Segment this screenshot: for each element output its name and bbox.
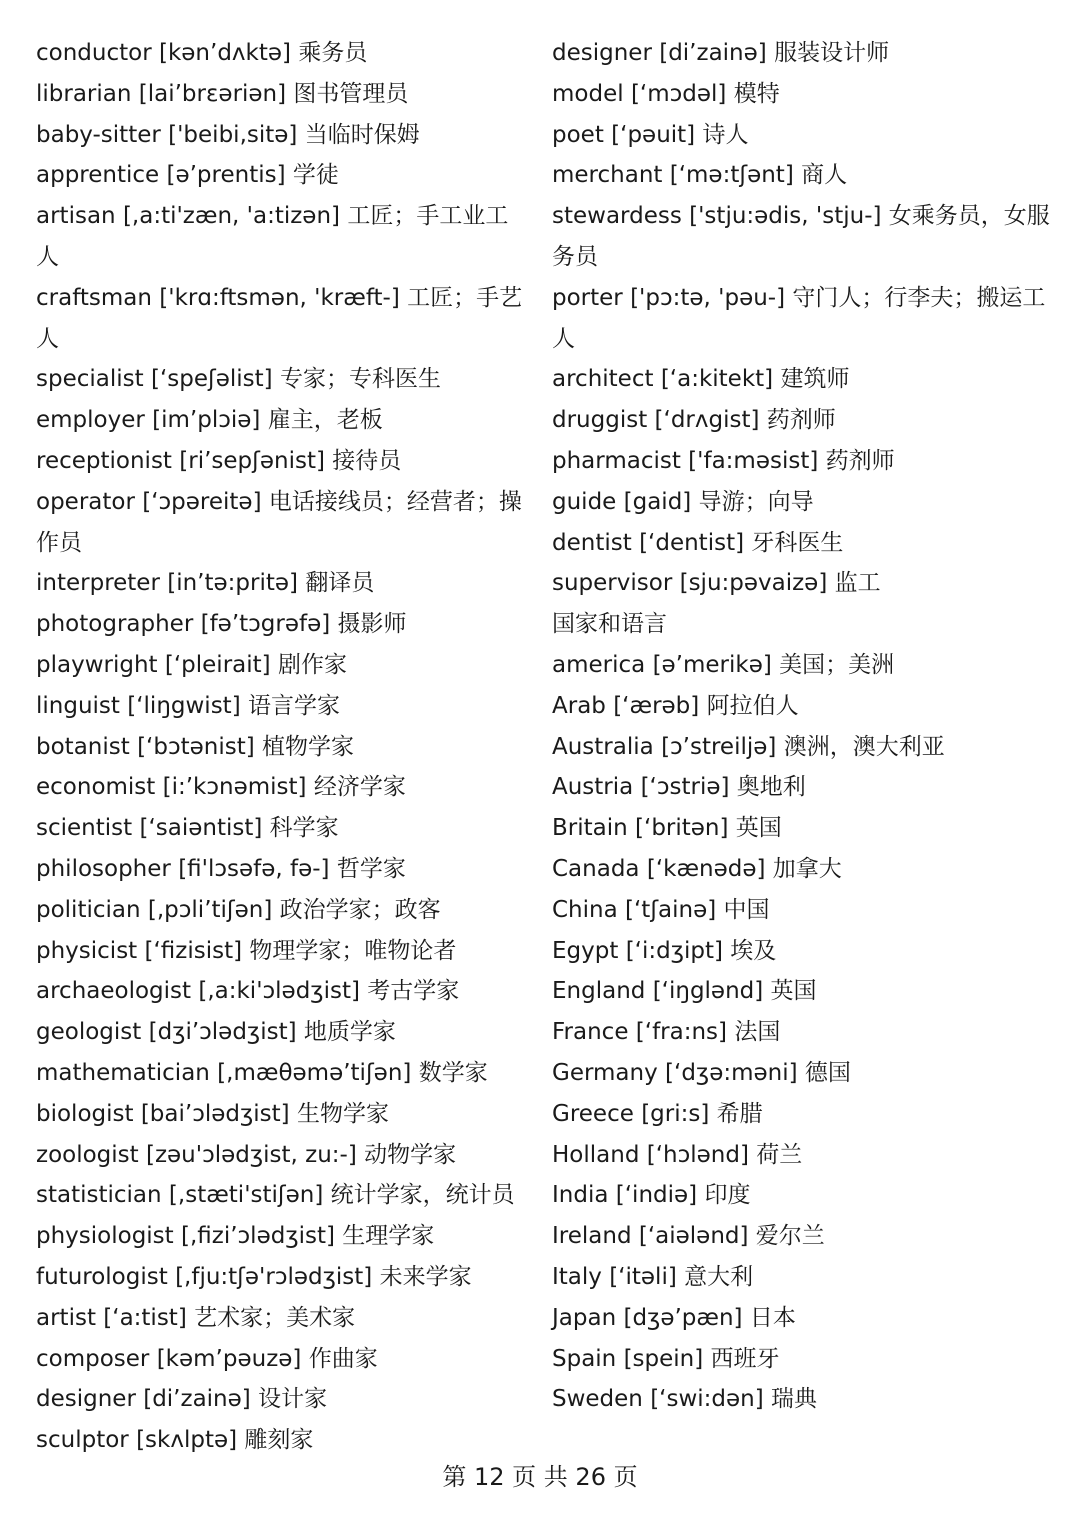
entry-meaning: 剧作家 xyxy=(277,651,347,678)
entry-word: baby-sitter xyxy=(36,121,161,148)
entry-word: Britain xyxy=(552,815,628,842)
entry-phonetic: [sju:pəvaizə] xyxy=(679,570,828,597)
entry-phonetic: [‘itəli] xyxy=(609,1263,677,1290)
vocab-entry xyxy=(36,155,526,196)
vocab-entry xyxy=(552,1379,1052,1420)
entry-phonetic: [‘swi:dən] xyxy=(650,1386,764,1413)
entry-word: porter xyxy=(552,284,623,311)
vocab-entry xyxy=(552,359,1052,400)
entry-word: physicist xyxy=(36,937,138,964)
vocab-entry xyxy=(552,1135,1052,1176)
entry-word: mathematician xyxy=(36,1059,210,1086)
entry-meaning: 药剂师 xyxy=(766,407,836,434)
entry-phonetic: [‘kænədə] xyxy=(646,855,766,882)
entry-meaning: 阿拉伯人 xyxy=(706,692,799,719)
entry-word: composer xyxy=(36,1345,150,1372)
entry-phonetic: [‘pəuit] xyxy=(611,121,696,148)
entry-word: botanist xyxy=(36,733,130,760)
entry-phonetic: [gri:s] xyxy=(641,1100,710,1127)
entry-word: scientist xyxy=(36,815,133,842)
entry-word: archaeologist xyxy=(36,978,192,1005)
entry-meaning: 学徒 xyxy=(292,162,339,189)
entry-meaning: 服装设计师 xyxy=(774,40,890,66)
entry-meaning: 爱尔兰 xyxy=(755,1223,825,1250)
entry-phonetic: [‘ɔpəreitə] xyxy=(142,488,262,515)
entry-word: specialist xyxy=(36,366,144,393)
entry-meaning: 科学家 xyxy=(269,815,339,842)
entry-phonetic: [spein] xyxy=(623,1345,704,1372)
entry-phonetic: [gaid] xyxy=(623,488,692,515)
entry-meaning: 建筑师 xyxy=(780,366,850,393)
vocab-entry xyxy=(36,1135,526,1176)
entry-meaning: 牙科医生 xyxy=(751,529,844,556)
entry-phonetic: [,fju:tʃə'rɔlədʒist] xyxy=(175,1263,373,1290)
entry-meaning: 诗人 xyxy=(702,121,749,148)
entry-meaning: 物理学家；唯物论者 xyxy=(249,937,457,964)
entry-meaning: 接待员 xyxy=(332,447,402,474)
vocab-entry xyxy=(36,359,526,400)
entry-word: futurologist xyxy=(36,1263,168,1290)
entry-meaning: 经济学家 xyxy=(313,774,406,801)
vocab-entry xyxy=(552,727,1052,768)
vocab-entry xyxy=(552,441,1052,482)
entry-phonetic: [‘a:kitekt] xyxy=(660,366,774,393)
entry-word: operator xyxy=(36,488,135,515)
entry-word: philosopher xyxy=(36,855,171,882)
entry-word: China xyxy=(552,896,618,923)
entry-meaning: 女乘务员，女服务员 xyxy=(552,203,1050,270)
entry-phonetic: [‘speʃəlist] xyxy=(150,366,273,393)
vocab-entry xyxy=(36,1012,526,1053)
vocab-entry xyxy=(552,482,1052,523)
entry-meaning: 埃及 xyxy=(730,937,777,964)
vocab-entry xyxy=(36,849,526,890)
entry-meaning: 工匠；手艺人 xyxy=(36,284,523,352)
vocab-entry xyxy=(552,971,1052,1012)
entry-phonetic: [lai’brεəriən] xyxy=(138,80,287,107)
vocab-entry xyxy=(36,767,526,808)
entry-meaning: 植物学家 xyxy=(262,733,355,760)
entry-word: stewardess xyxy=(552,203,682,230)
entry-word: Sweden xyxy=(552,1386,643,1413)
entry-phonetic: ['beibi,sitə] xyxy=(168,121,298,148)
entry-phonetic: ['fa:məsist] xyxy=(688,447,819,474)
entry-phonetic: [i:’kɔnəmist] xyxy=(162,774,307,801)
entry-phonetic: [dʒə’pæn] xyxy=(623,1304,743,1331)
entry-word: Germany xyxy=(552,1059,658,1086)
vocab-entry xyxy=(36,400,526,441)
entry-word: america xyxy=(552,651,646,678)
vocab-entry xyxy=(552,33,1052,74)
vocab-entry xyxy=(36,115,526,156)
entry-word: Egypt xyxy=(552,937,619,964)
entry-meaning: 药剂师 xyxy=(825,447,895,474)
entry-word: biologist xyxy=(36,1100,134,1127)
entry-meaning: 雇主，老板 xyxy=(267,407,383,434)
vocab-entry xyxy=(36,971,526,1012)
entry-meaning: 英国 xyxy=(735,815,782,842)
entry-phonetic: [‘saiəntist] xyxy=(139,815,263,842)
vocab-entry xyxy=(552,278,1052,360)
entry-phonetic: ['stju:ədis, 'stju-] xyxy=(689,203,882,230)
vocab-entry xyxy=(552,1053,1052,1094)
vocab-entry xyxy=(552,849,1052,890)
entry-meaning: 商人 xyxy=(801,162,848,189)
entry-phonetic: [di’zainə] xyxy=(659,40,767,66)
entry-meaning: 图书管理员 xyxy=(293,80,409,107)
entry-phonetic: [kən’dʌktə] xyxy=(158,40,291,66)
entry-word: craftsman xyxy=(36,284,152,311)
entry-meaning: 哲学家 xyxy=(336,855,406,882)
entry-meaning: 电话接线员；经营者；操作员 xyxy=(36,488,522,556)
vocab-entry xyxy=(36,727,526,768)
entry-meaning: 导游；向导 xyxy=(698,488,814,515)
entry-word: statistician xyxy=(36,1182,162,1209)
vocab-entry xyxy=(552,400,1052,441)
entry-word: artisan xyxy=(36,203,116,230)
vocab-entry xyxy=(552,1175,1052,1216)
entry-word: photographer xyxy=(36,611,194,638)
entry-meaning: 工匠；手工业工人 xyxy=(36,203,509,270)
entry-phonetic: [,a:ti'zæn, 'a:tizən] xyxy=(122,203,340,230)
entry-meaning: 英国 xyxy=(770,978,817,1005)
entry-word: economist xyxy=(36,774,156,801)
entry-word: politician xyxy=(36,896,141,923)
entry-word: conductor xyxy=(36,40,152,66)
entry-word: Japan xyxy=(552,1304,617,1331)
vocab-entry xyxy=(36,196,526,278)
vocab-entry xyxy=(552,1012,1052,1053)
entry-phonetic: [‘hɔlənd] xyxy=(646,1141,749,1168)
vocab-entry xyxy=(552,1216,1052,1257)
entry-meaning: 动物学家 xyxy=(364,1141,457,1168)
entry-phonetic: [‘pleirait] xyxy=(164,651,271,678)
vocab-entry xyxy=(36,1053,526,1094)
entry-meaning: 模特 xyxy=(733,80,780,107)
entry-phonetic: [‘tʃainə] xyxy=(625,896,717,923)
entry-word: librarian xyxy=(36,80,132,107)
vocab-entry xyxy=(36,441,526,482)
entry-meaning: 作曲家 xyxy=(308,1345,378,1372)
entry-word: designer xyxy=(36,1386,136,1413)
entry-meaning: 艺术家；美术家 xyxy=(194,1304,356,1331)
vocab-entry xyxy=(36,808,526,849)
entry-phonetic: [‘drʌgist] xyxy=(654,407,760,434)
entry-phonetic: [‘aiələnd] xyxy=(638,1223,749,1250)
entry-word: model xyxy=(552,80,624,107)
entry-word: playwright xyxy=(36,651,158,678)
vocab-entry xyxy=(552,767,1052,808)
entry-word: architect xyxy=(552,366,654,393)
entry-word: receptionist xyxy=(36,447,172,474)
entry-word: linguist xyxy=(36,692,120,719)
entry-phonetic: [,a:ki'ɔlədʒist] xyxy=(198,978,360,1005)
entry-meaning: 当临时保姆 xyxy=(304,121,420,148)
vocab-entry xyxy=(36,563,526,604)
entry-phonetic: [,stæti'stiʃən] xyxy=(168,1182,324,1209)
entry-meaning: 德国 xyxy=(804,1059,851,1086)
entry-phonetic: [‘dentist] xyxy=(639,529,745,556)
entry-meaning: 守门人；行李夫；搬运工人 xyxy=(552,284,1046,352)
entry-meaning: 印度 xyxy=(704,1182,751,1209)
entry-word: interpreter xyxy=(36,570,160,597)
entry-phonetic: [fə’tɔgrəfə] xyxy=(200,611,331,638)
entry-word: Spain xyxy=(552,1345,617,1372)
entry-phonetic: [‘ærəb] xyxy=(613,692,700,719)
vocab-entry xyxy=(552,645,1052,686)
entry-meaning: 美国；美洲 xyxy=(779,651,895,678)
left-word-column xyxy=(36,33,526,1461)
entry-phonetic: [,pɔli’tiʃən] xyxy=(147,896,273,923)
entry-phonetic: [dʒi’ɔlədʒist] xyxy=(148,1019,297,1046)
entry-phonetic: [,mæθəmə’tiʃən] xyxy=(217,1059,412,1086)
entry-meaning: 专家；专科医生 xyxy=(279,366,441,393)
entry-meaning: 摄影师 xyxy=(337,611,407,638)
entry-phonetic: [‘i:dʒipt] xyxy=(625,937,723,964)
entry-phonetic: [ə’prentis] xyxy=(166,162,286,189)
entry-meaning: 政治学家；政客 xyxy=(279,896,441,923)
entry-word: France xyxy=(552,1019,629,1046)
entry-word: England xyxy=(552,978,646,1005)
entry-meaning: 西班牙 xyxy=(710,1345,780,1372)
entry-meaning: 日本 xyxy=(749,1304,796,1331)
vocab-entry xyxy=(552,1094,1052,1135)
vocab-entry xyxy=(36,33,526,74)
vocab-entry xyxy=(552,1339,1052,1380)
entry-phonetic: [di’zainə] xyxy=(143,1386,251,1413)
vocab-entry xyxy=(36,482,526,564)
vocab-entry xyxy=(36,890,526,931)
vocab-entry xyxy=(36,1175,526,1216)
vocab-entry xyxy=(552,563,1052,604)
vocab-entry xyxy=(552,155,1052,196)
entry-phonetic: [‘bɔtənist] xyxy=(137,733,255,760)
entry-meaning: 希腊 xyxy=(716,1100,763,1127)
vocab-entry xyxy=(36,1339,526,1380)
entry-meaning: 乘务员 xyxy=(298,40,368,66)
entry-phonetic: [,fizi’ɔlədʒist] xyxy=(181,1223,335,1250)
vocab-entry xyxy=(36,645,526,686)
entry-meaning: 奥地利 xyxy=(736,774,806,801)
entry-word: Italy xyxy=(552,1263,602,1290)
vocab-entry xyxy=(36,278,526,360)
entry-meaning: 中国 xyxy=(723,896,770,923)
vocab-entry xyxy=(36,1379,526,1420)
entry-word: India xyxy=(552,1182,609,1209)
entry-phonetic: [zəu'ɔlədʒist, zu:-] xyxy=(145,1141,357,1168)
entry-phonetic: [‘mə:tʃənt] xyxy=(669,162,794,189)
entry-phonetic: [ɔ’streiljə] xyxy=(661,733,777,760)
entry-word: merchant xyxy=(552,162,663,189)
entry-phonetic: [im’plɔiə] xyxy=(152,407,261,434)
entry-phonetic: [‘a:tist] xyxy=(103,1304,187,1331)
entry-meaning: 未来学家 xyxy=(379,1263,472,1290)
vocab-entry xyxy=(552,890,1052,931)
entry-meaning: 雕刻家 xyxy=(244,1427,314,1454)
entry-phonetic: [‘fizisist] xyxy=(144,937,243,964)
entry-word: dentist xyxy=(552,529,632,556)
entry-phonetic: [bai’ɔlədʒist] xyxy=(140,1100,290,1127)
vocab-entry xyxy=(552,1257,1052,1298)
entry-word: sculptor xyxy=(36,1427,129,1454)
entry-meaning: 荷兰 xyxy=(756,1141,803,1168)
entry-meaning: 语言学家 xyxy=(247,692,340,719)
entry-word: druggist xyxy=(552,407,648,434)
vocab-entry xyxy=(552,931,1052,972)
entry-phonetic: [‘dʒə:məni] xyxy=(665,1059,798,1086)
entry-phonetic: [ri’sepʃənist] xyxy=(179,447,325,474)
entry-phonetic: [‘fra:ns] xyxy=(635,1019,728,1046)
entry-phonetic: [kəm’pəuzə] xyxy=(156,1345,302,1372)
entry-meaning: 加拿大 xyxy=(772,855,842,882)
entry-phonetic: [fi'lɔsəfə, fə-] xyxy=(178,855,330,882)
entry-meaning: 生理学家 xyxy=(342,1223,435,1250)
page-number-footer: 第 12 页 共 26 页 xyxy=(442,1463,638,1491)
vocab-entry xyxy=(36,604,526,645)
entry-word: Greece xyxy=(552,1100,634,1127)
entry-word: physiologist xyxy=(36,1223,174,1250)
entry-word: artist xyxy=(36,1304,96,1331)
entry-word: Australia xyxy=(552,733,654,760)
vocab-entry xyxy=(552,196,1052,278)
entry-meaning: 数学家 xyxy=(418,1059,488,1086)
vocab-entry xyxy=(36,1257,526,1298)
entry-word: employer xyxy=(36,407,145,434)
vocab-entry xyxy=(36,1420,526,1461)
entry-word: Austria xyxy=(552,774,634,801)
vocab-entry xyxy=(36,74,526,115)
vocab-entry xyxy=(552,74,1052,115)
entry-word: poet xyxy=(552,121,604,148)
entry-meaning: 地质学家 xyxy=(303,1019,396,1046)
vocab-entry xyxy=(36,1216,526,1257)
vocab-entry xyxy=(552,523,1052,564)
entry-word: Canada xyxy=(552,855,640,882)
entry-phonetic: [skʌlptə] xyxy=(136,1427,238,1454)
vocab-entry xyxy=(36,1298,526,1339)
entry-meaning: 考古学家 xyxy=(367,978,460,1005)
entry-word: Arab xyxy=(552,692,606,719)
entry-word: designer xyxy=(552,40,652,66)
entry-meaning: 澳洲，澳大利亚 xyxy=(783,733,945,760)
vocab-entry xyxy=(36,686,526,727)
entry-phonetic: [ə’merikə] xyxy=(652,651,772,678)
entry-word: zoologist xyxy=(36,1141,139,1168)
entry-meaning: 意大利 xyxy=(684,1263,754,1290)
entry-phonetic: [‘iŋglənd] xyxy=(652,978,764,1005)
entry-phonetic: ['krɑ:ftsmən, 'kræft-] xyxy=(159,284,400,311)
entry-meaning: 监工 xyxy=(834,570,881,597)
entry-meaning: 统计学家，统计员 xyxy=(330,1182,515,1209)
entry-word: pharmacist xyxy=(552,447,681,474)
entry-word: apprentice xyxy=(36,162,160,189)
entry-word: supervisor xyxy=(552,570,673,597)
entry-phonetic: [‘mɔdəl] xyxy=(630,80,727,107)
entry-word: geologist xyxy=(36,1019,142,1046)
vocab-entry xyxy=(552,686,1052,727)
vocab-entry xyxy=(36,1094,526,1135)
right-word-column xyxy=(552,33,1052,1420)
entry-meaning: 瑞典 xyxy=(771,1386,818,1413)
section-heading: 国家和语言 xyxy=(552,611,667,638)
vocab-entry xyxy=(552,115,1052,156)
entry-phonetic: [in’tə:pritə] xyxy=(167,570,298,597)
entry-phonetic: ['pɔ:tə, 'pəu-] xyxy=(630,284,786,311)
entry-meaning: 生物学家 xyxy=(296,1100,389,1127)
entry-meaning: 翻译员 xyxy=(305,570,375,597)
entry-word: Ireland xyxy=(552,1223,632,1250)
entry-phonetic: [‘britən] xyxy=(635,815,729,842)
entry-phonetic: [‘liŋgwist] xyxy=(127,692,241,719)
entry-word: Holland xyxy=(552,1141,640,1168)
vocab-entry xyxy=(36,931,526,972)
entry-phonetic: [‘indiə] xyxy=(615,1182,698,1209)
vocab-entry xyxy=(552,808,1052,849)
entry-meaning: 法国 xyxy=(734,1019,781,1046)
vocab-entry xyxy=(552,1298,1052,1339)
entry-word: guide xyxy=(552,488,617,515)
entry-phonetic: [‘ɔstriə] xyxy=(640,774,730,801)
entry-meaning: 设计家 xyxy=(258,1386,328,1413)
